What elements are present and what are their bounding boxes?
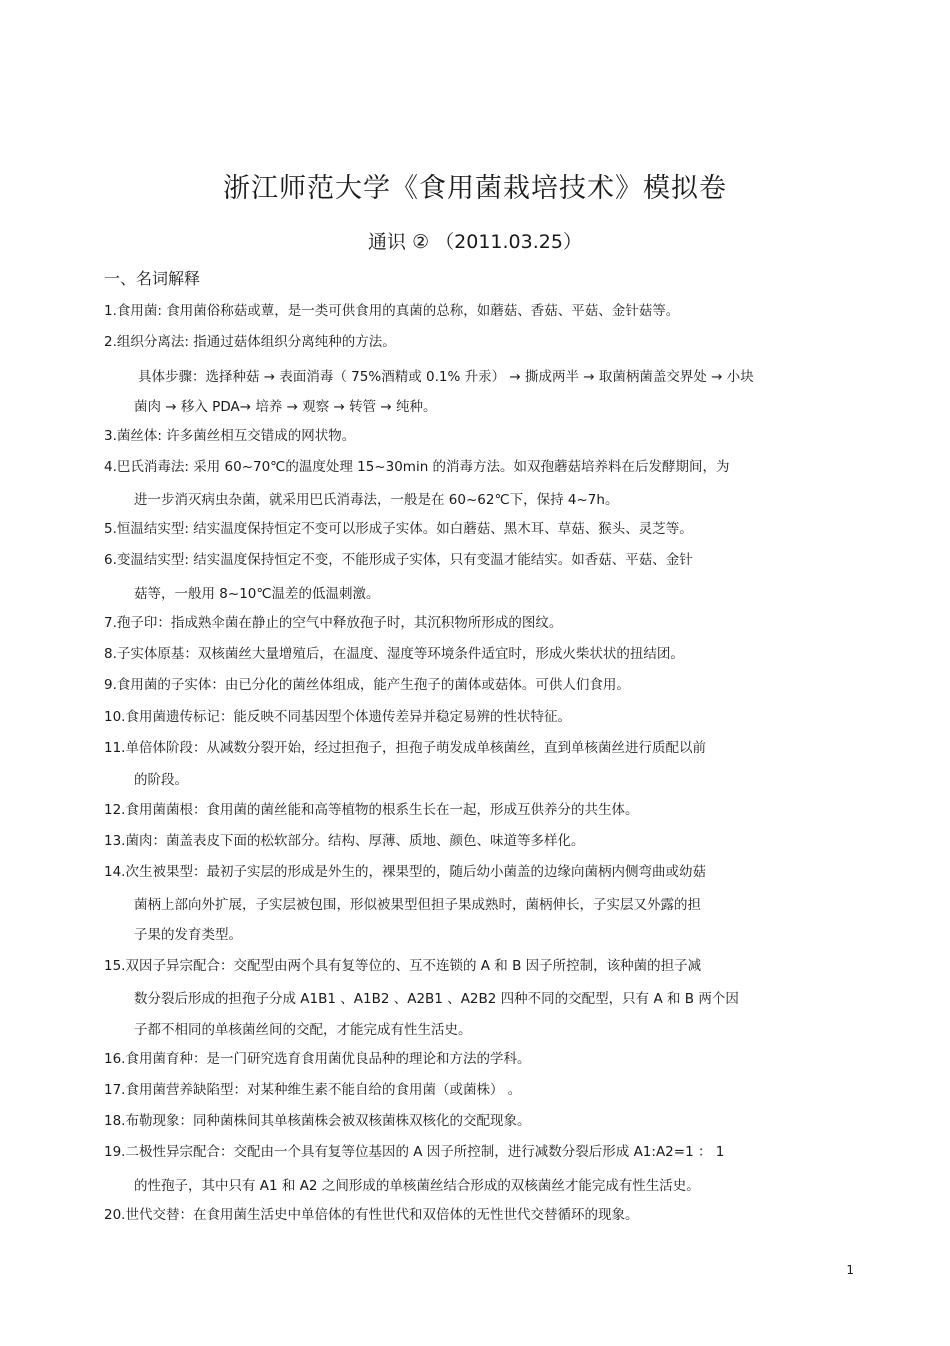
definition-line: 9.食用菌的子实体：由已分化的菌丝体组成，能产生孢子的菌体或菇体。可供人们食用。 bbox=[104, 677, 630, 693]
definition-line: 14.次生被果型：最初子实层的形成是外生的，裸果型的，随后幼小菌盖的边缘向菌柄内侧弯曲或幼菇 bbox=[104, 864, 706, 880]
definition-line: 12.食用菌菌根：食用菌的菌丝能和高等植物的根系生长在一起，形成互供养分的共生体。 bbox=[104, 802, 639, 818]
definition-line: 8.子实体原基：双核菌丝大量增殖后，在温度、湿度等环境条件适宜时，形成火柴状状的扭结团。 bbox=[104, 646, 684, 662]
section-heading: 一、名词解释 bbox=[104, 269, 201, 288]
definition-line: 5.恒温结实型: 结实温度保持恒定不变可以形成子实体。如白蘑菇、黑木耳、草菇、猴头、灵芝等。 bbox=[104, 521, 693, 537]
document-subtitle: 通识 ② （2011.03.25） bbox=[368, 231, 582, 253]
definition-line: 1.食用菌: 食用菌俗称菇或蕈，是一类可供食用的真菌的总称，如蘑菇、香菇、平菇、金针菇等。 bbox=[104, 303, 680, 319]
definition-line: 2.组织分离法: 指通过菇体组织分离纯种的方法。 bbox=[104, 334, 396, 350]
definition-line: 7.孢子印：指成熟伞菌在静止的空气中释放孢子时，其沉积物所形成的图纹。 bbox=[104, 615, 563, 631]
definition-line: 具体步骤：选择种菇 → 表面消毒（ 75%酒精或 0.1% 升汞） → 撕成两半 → 取菌柄菌盖交界处 → 小块 bbox=[138, 369, 754, 385]
definition-line: 的阶段。 bbox=[134, 772, 188, 788]
definition-line: 13.菌肉：菌盖表皮下面的松软部分。结构、厚薄、质地、颜色、味道等多样化。 bbox=[104, 833, 585, 849]
definition-line: 子都不相同的单核菌丝间的交配，才能完成有性生活史。 bbox=[134, 1022, 472, 1038]
definition-line: 3.菌丝体: 许多菌丝相互交错成的网状物。 bbox=[104, 428, 356, 444]
document-title: 浙江师范大学《食用菌栽培技术》模拟卷 bbox=[223, 173, 727, 204]
definition-line: 17.食用菌营养缺陷型：对某种维生素不能自给的食用菌（或菌株） 。 bbox=[104, 1082, 522, 1098]
definition-line: 10.食用菌遗传标记：能反映不同基因型个体遗传差异并稳定易辨的性状特征。 bbox=[104, 709, 571, 725]
definition-line: 18.布勒现象：同种菌株间其单核菌株会被双核菌株双核化的交配现象。 bbox=[104, 1113, 531, 1129]
definition-line: 20.世代交替：在食用菌生活史中单倍体的有性世代和双倍体的无性世代交替循环的现象。 bbox=[104, 1207, 639, 1223]
definition-line: 菌肉 → 移入 PDA→ 培养 → 观察 → 转管 → 纯种。 bbox=[134, 399, 437, 415]
definition-line: 进一步消灭病虫杂菌，就采用巴氏消毒法，一般是在 60~62℃下，保持 4~7h。 bbox=[134, 492, 619, 508]
definition-line: 的性孢子，其中只有 A1 和 A2 之间形成的单核菌丝结合形成的双核菌丝才能完成有性生活史。 bbox=[134, 1178, 700, 1194]
definition-line: 菌柄上部向外扩展，子实层被包围，形似被果型但担子果成熟时，菌柄伸长，子实层又外露的担 bbox=[134, 897, 701, 913]
definition-line: 数分裂后形成的担孢子分成 A1B1 、A1B2 、A2B1 、A2B2 四种不同的交配型，只有 A 和 B 两个因 bbox=[134, 991, 739, 1007]
definition-line: 4.巴氏消毒法: 采用 60~70℃的温度处理 15~30min 的消毒方法。如双孢蘑菇培养料在后发酵期间，为 bbox=[104, 459, 730, 475]
definition-line: 11.单倍体阶段：从减数分裂开始，经过担孢子，担孢子萌发成单核菌丝，直到单核菌丝进行质配以前 bbox=[104, 740, 706, 756]
definition-line: 菇等，一般用 8~10℃温差的低温刺激。 bbox=[134, 586, 380, 602]
definition-line: 16.食用菌育种：是一门研究选育食用菌优良品种的理论和方法的学科。 bbox=[104, 1051, 531, 1067]
definition-line: 19.二极性异宗配合：交配由一个具有复等位基因的 A 因子所控制，进行减数分裂后形成 A1:A2=1 ： 1 bbox=[104, 1144, 725, 1160]
page-number: 1 bbox=[846, 1263, 854, 1277]
definition-line: 子果的发育类型。 bbox=[134, 927, 242, 943]
definition-line: 15.双因子异宗配合：交配型由两个具有复等位的、互不连锁的 A 和 B 因子所控制，该种菌的担子减 bbox=[104, 958, 702, 974]
definition-line: 6.变温结实型: 结实温度保持恒定不变，不能形成子实体，只有变温才能结实。如香菇、平菇、金针 bbox=[104, 552, 693, 568]
